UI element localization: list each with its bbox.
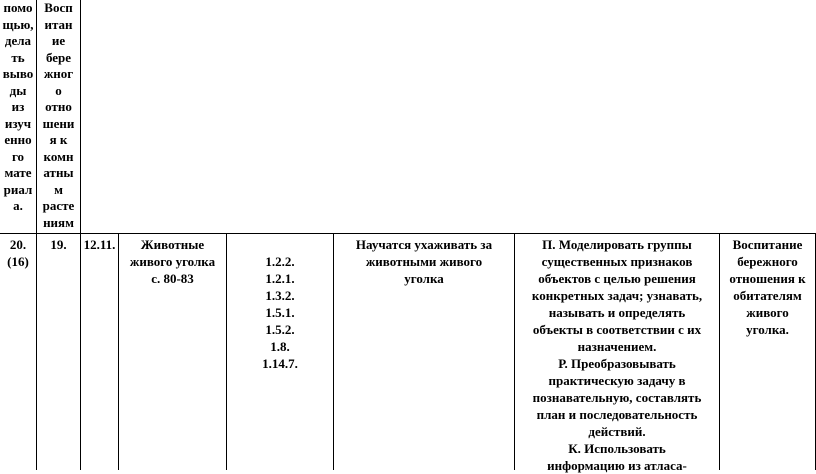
lesson-outcome: Научатся ухаживать за животными живого уголка bbox=[355, 237, 493, 286]
lesson-index: 19. bbox=[50, 237, 67, 252]
lesson-uud: П. Моделировать группы существенных признаков объектов с целью решения конкретных задач; узнавать, называть и определять объекты в соответствии с их назначением. Р. Преобразовывать практическую задачу в познавательную, составлять план и последовательность действий. К. Использовать информацию из атласа- bbox=[531, 237, 703, 473]
top-row-col-a: помо щью, дела ть выво ды из изуч енно го мате риал а. bbox=[2, 0, 34, 213]
lesson-codes: 1.2.2. 1.2.1. 1.3.2. 1.5.1. 1.5.2. 1.8. 1.14.7. bbox=[262, 254, 298, 371]
lesson-topic: Животные живого уголка с. 80-83 bbox=[129, 237, 216, 286]
table-border bbox=[80, 0, 81, 470]
lesson-date: 12.11. bbox=[83, 237, 116, 252]
lesson-number: 20. (16) bbox=[7, 237, 29, 269]
lesson-personal: Воспитание бережного отношения к обитателям живого уголка. bbox=[729, 237, 806, 337]
top-row-col-b: Восп итан ие бере жног о отно шени я к комн атны м расте ниям bbox=[42, 0, 75, 230]
row-divider bbox=[0, 233, 816, 234]
